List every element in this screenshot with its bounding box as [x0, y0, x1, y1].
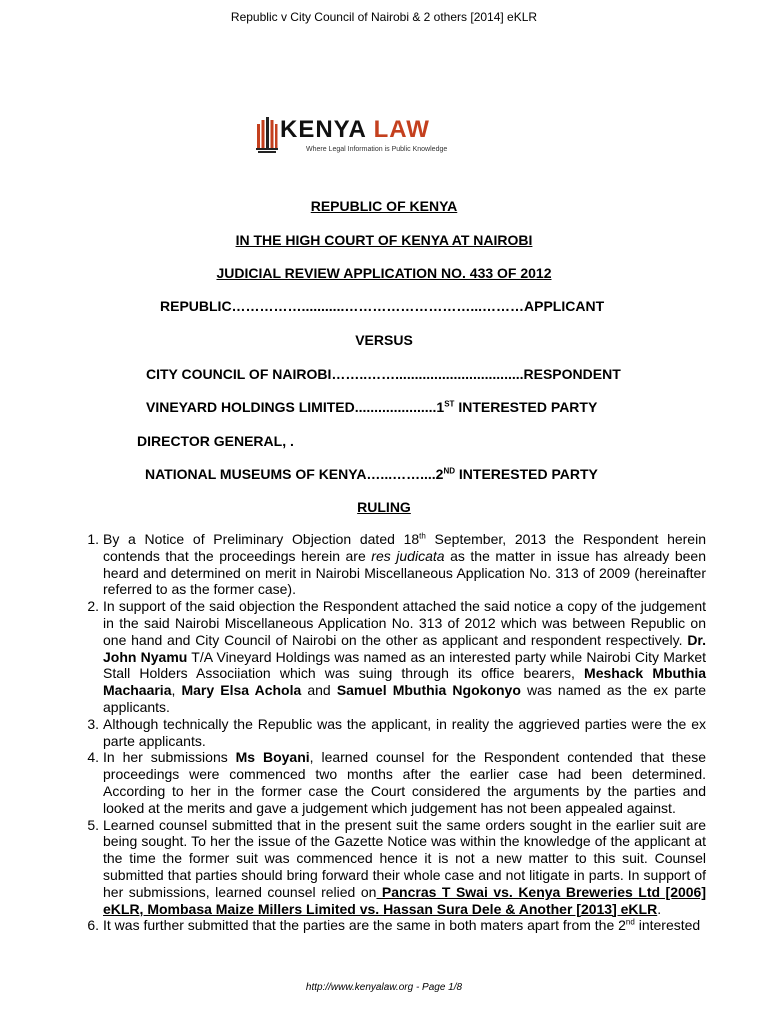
party-first-interested: VINEYARD HOLDINGS LIMITED.....................1ST INTERESTED PARTY: [146, 399, 598, 415]
heading-republic: REPUBLIC OF KENYA: [310, 198, 458, 214]
paragraph-1: 1. By a Notice of Preliminary Objection dated 18th September, 2013 the Respondent herein contends that the proceedings herein are res judicata as the matter in issue has already been heard and determined on merit in Nairobi Miscellaneous Application No. 313 of 2009 (hereinafter referred to as the former case).: [87, 531, 706, 598]
paragraph-6: 6. It was further submitted that the parties are the same in both maters apart from the 2nd interested: [87, 917, 701, 934]
heading-versus: VERSUS: [355, 332, 413, 348]
party-respondent: CITY COUNCIL OF NAIROBI……..…….................................RESPONDENT: [146, 366, 621, 382]
party-second-interested: NATIONAL MUSEUMS OF KENYA…...……....2ND INTERESTED PARTY: [145, 466, 598, 482]
case-citations: Pancras T Swai vs. Kenya Breweries Ltd [2006] eKLR, Mombasa Maize Millers Limited vs. Hassan Sura Dele & Another [2013] eKLR: [103, 883, 706, 917]
heading-court: IN THE HIGH COURT OF KENYA AT NAIROBI: [235, 232, 533, 248]
heading-application: JUDICIAL REVIEW APPLICATION NO. 433 OF 2012: [216, 265, 552, 281]
paragraph-3: 3. Although technically the Republic was the applicant, in reality the aggrieved parties were the ex parte applicants.: [87, 715, 706, 749]
ruling-paragraphs: [73, 531, 706, 934]
paragraph-2: 2. In support of the said objection the Respondent attached the said notice a copy of the judgement in the said Nairobi Miscellaneous Application No. 313 of 2012 which was between Republic on one hand and City Council of Nairobi on the other as applicant and respondent respectively. Dr. John Nyamu T/A Vineyard Holdings was named as an interested party while Nairobi City Market Stall Holders Associiation which was suing through its office bearers, Meshack Mbuthia Machaaria, Mary Elsa Achola and Samuel Mbuthia Ngokonyo was named as the ex parte applicants.: [87, 598, 707, 715]
logo-tagline: Where Legal Information is Public Knowledge: [306, 146, 448, 153]
pillars-icon: [256, 116, 278, 154]
running-header: Republic v City Council of Nairobi & 2 others [2014] eKLR: [230, 10, 538, 24]
page-footer: http://www.kenyalaw.org - Page 1/8: [305, 982, 463, 993]
logo-wordmark: KENYA LAW: [280, 116, 430, 143]
paragraph-5: 5. Learned counsel submitted that in the present suit the same orders sought in the earlier suit are being sought. To her the issue of the Gazette Notice was within the knowledge of the applicant at the time the former suit was commenced hence it is not a new matter to this suit. Counsel submitted that parties should bring forward their whole case and not litigate in parts. In support of her submissions, learned counsel relied on Pancras T Swai vs. Kenya Breweries Ltd [2006] eKLR, Mombasa Maize Millers Limited vs. Hassan Sura Dele & Another [2013] eKLR.: [87, 816, 706, 917]
paragraph-4: 4. In her submissions Ms Boyani, learned counsel for the Respondent contended that these proceedings were commenced two months after the earlier case had been determined. According to her in the former case the Court considered the arguments by the parties and looked at the merits and gave a judgement which judgement has not been appealed against.: [87, 749, 707, 816]
party-applicant: REPUBLIC……………...........………………………...………APPLICANT: [160, 298, 605, 314]
party-director-general: DIRECTOR GENERAL, .: [137, 433, 294, 449]
heading-ruling: RULING: [357, 499, 411, 515]
kenya-law-logo: [256, 116, 466, 158]
